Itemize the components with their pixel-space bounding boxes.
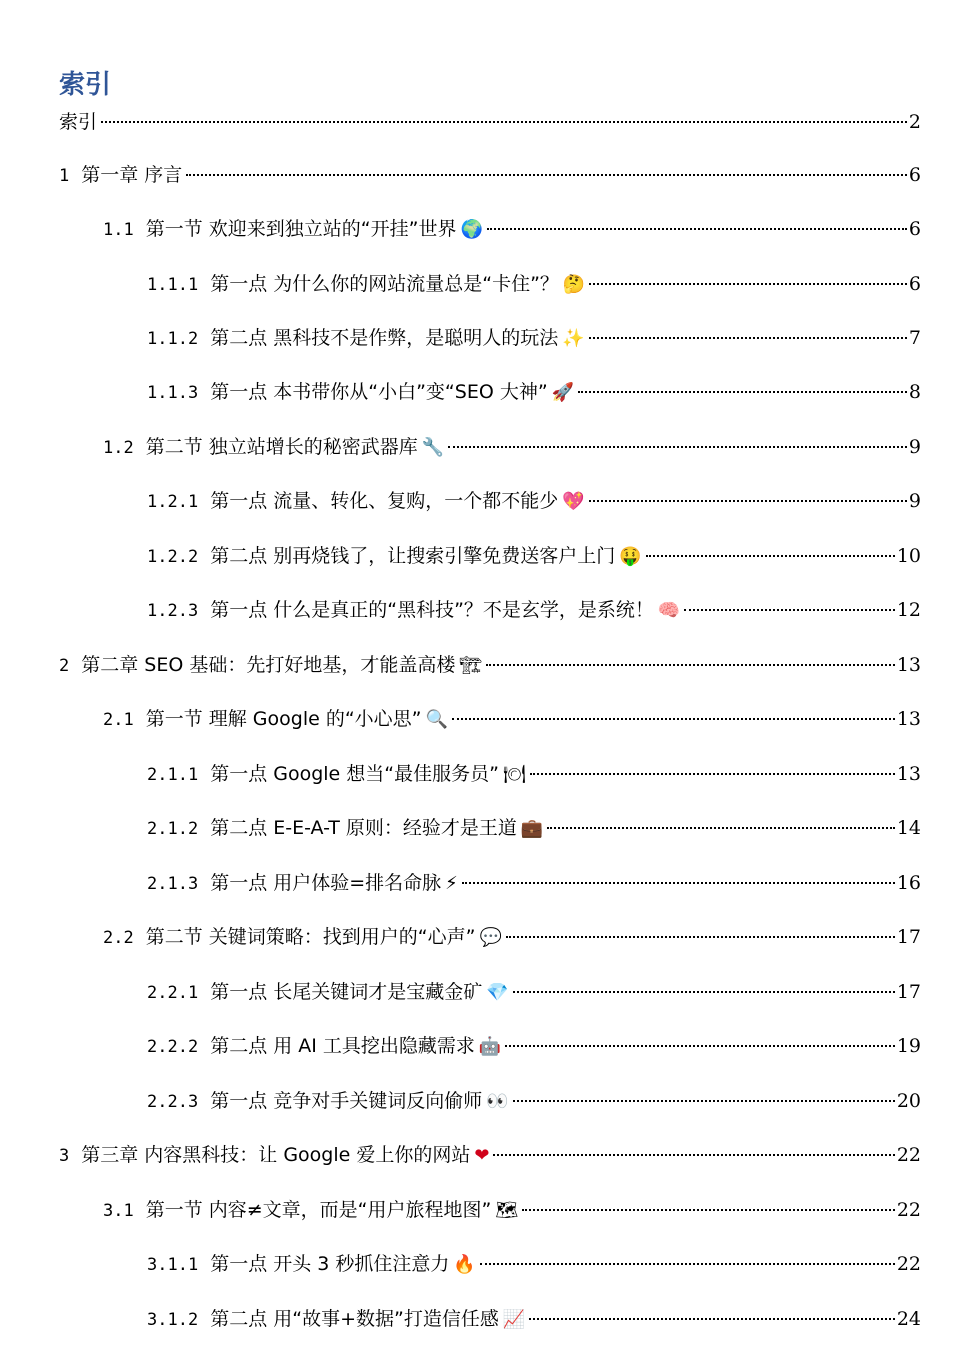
rocket-icon: 🚀: [551, 382, 575, 403]
toc-entry-page: 17: [896, 981, 921, 1003]
toc-entry[interactable]: [103, 923, 921, 951]
toc-entry[interactable]: [59, 1141, 921, 1169]
toc-entry-page: 22: [896, 1144, 921, 1166]
toc-entry-number: 2.1.3: [147, 874, 199, 894]
toc-entry-number: 2: [59, 656, 70, 676]
dot-leader: [529, 1318, 895, 1320]
toc-entry-number: 2.1: [103, 710, 134, 730]
toc-entry-title: 第一点 用户体验=排名命脉: [210, 872, 442, 894]
toc-entry[interactable]: [147, 814, 921, 842]
toc-entry-index[interactable]: [59, 108, 921, 136]
toc-entry-title: 第一点 开头 3 秒抓住注意力: [210, 1253, 450, 1275]
toc-entry-title: 第二点 用 AI 工具挖出隐藏需求: [210, 1035, 475, 1057]
toc-entry[interactable]: [147, 760, 921, 788]
toc-entry[interactable]: [103, 433, 921, 461]
toc-entry-page: 16: [896, 872, 921, 894]
toc-entry-title: 第二点 别再烧钱了，让搜索引擎免费送客户上门: [210, 545, 616, 567]
toc-entry-number: 2.2.1: [147, 983, 199, 1003]
speech-bubble-icon: 💬: [479, 927, 502, 948]
toc-entry-page: 6: [908, 164, 921, 186]
toc-entry[interactable]: [103, 1196, 921, 1224]
toc-entry-page: 19: [896, 1035, 921, 1057]
toc-entry-title: 第二节 关键词策略：找到用户的“心声”: [145, 926, 476, 948]
toc-entry-number: 2.2.2: [147, 1037, 199, 1057]
toc-entry-title: 第一点 为什么你的网站流量总是“卡住”？: [210, 273, 559, 295]
toc-entry[interactable]: [147, 978, 921, 1006]
sparkling-heart-icon: 💖: [562, 491, 585, 512]
toc-entry-page: 8: [908, 381, 921, 403]
toc-entry-number: 1.2: [103, 438, 134, 458]
toc-entry-title: 第一点 本书带你从“小白”变“SEO 大神”: [210, 381, 548, 403]
page-title: 索引: [59, 70, 112, 100]
toc-entry-title: 第一点 什么是真正的“黑科技”？不是玄学，是系统！: [210, 599, 654, 621]
dot-leader: [452, 718, 895, 720]
gem-icon: 💎: [486, 982, 509, 1003]
briefcase-icon: 💼: [520, 818, 544, 839]
toc-entry-page: 6: [908, 273, 921, 295]
lightning-icon: ⚡: [445, 873, 458, 894]
toc-entry[interactable]: [147, 542, 921, 570]
toc-entry-page: 24: [896, 1308, 921, 1330]
toc-entry-number: 1.1: [103, 220, 134, 240]
toc-entry[interactable]: [103, 705, 921, 733]
dot-leader: [589, 283, 907, 285]
brain-icon: 🧠: [657, 600, 681, 621]
toc-entry[interactable]: [147, 1305, 921, 1333]
toc-entry-title: 第一节 理解 Google 的“小心思”: [145, 708, 422, 730]
toc-entry[interactable]: [147, 1250, 921, 1278]
dot-leader: [684, 609, 894, 611]
magnifying-glass-icon: 🔍: [425, 709, 448, 730]
world-map-icon: 🗺: [495, 1200, 519, 1221]
dot-leader: [513, 1100, 895, 1102]
dot-leader: [186, 174, 907, 176]
eyes-icon: 👀: [486, 1091, 509, 1112]
sparkles-icon: ✨: [562, 328, 585, 349]
dot-leader: [522, 1209, 895, 1211]
toc-entry-number: 1.2.3: [147, 601, 199, 621]
toc-entry-number: 2.2.3: [147, 1092, 199, 1112]
toc-entry-number: 3: [59, 1146, 70, 1166]
toc-entry-number: 1.2.1: [147, 492, 199, 512]
toc-entry-number: 3.1.1: [147, 1255, 199, 1275]
toc-entry-number: 1.1.1: [147, 275, 199, 295]
toc-entry-number: 2.1.1: [147, 765, 199, 785]
money-mouth-face-icon: 🤑: [619, 546, 642, 567]
toc-entry-title: 第三章 内容黑科技：让 Google 爱上你的网站: [81, 1144, 471, 1166]
toc-entry-title: 第二点 黑科技不是作弊，是聪明人的玩法: [210, 327, 559, 349]
toc-entry[interactable]: [147, 487, 921, 515]
toc-entry-page: 14: [896, 817, 921, 839]
toc-entry-title: 索引: [59, 111, 98, 133]
toc-entry-page: 22: [896, 1199, 921, 1221]
toc-entry-title: 第二节 独立站增长的秘密武器库: [145, 436, 418, 458]
toc-entry-title: 第二点 E-E-A-T 原则：经验才是王道: [210, 817, 517, 839]
toc-entry-number: 2.1.2: [147, 819, 199, 839]
toc-entry-title: 第一章 序言: [81, 164, 183, 186]
toc-entry-number: 1.1.2: [147, 329, 199, 349]
toc-entry-page: 2: [908, 111, 921, 133]
toc-entry-page: 6: [908, 218, 921, 240]
wrench-icon: 🔧: [421, 437, 445, 458]
robot-icon: 🤖: [478, 1036, 502, 1057]
toc-entry-page: 17: [896, 926, 921, 948]
toc-entry-title: 第一节 内容≠文章，而是“用户旅程地图”: [145, 1199, 492, 1221]
toc-entry-title: 第一节 欢迎来到独立站的“开挂”世界: [145, 218, 457, 240]
toc-entry-number: 3.1.2: [147, 1310, 199, 1330]
toc-entry-page: 13: [896, 654, 921, 676]
toc-entry-page: 7: [908, 327, 921, 349]
toc-entry-page: 22: [896, 1253, 921, 1275]
toc-entry-title: 第二章 SEO 基础：先打好地基，才能盖高楼: [81, 654, 456, 676]
toc-entry-title: 第一点 长尾关键词才是宝藏金矿: [210, 981, 483, 1003]
dot-leader: [487, 228, 907, 230]
toc-entry[interactable]: [103, 215, 921, 243]
toc-entry[interactable]: [59, 651, 921, 679]
toc-entry[interactable]: [147, 324, 921, 352]
fork-knife-plate-icon: 🍽: [502, 764, 526, 785]
toc-entry[interactable]: [147, 1032, 921, 1060]
dot-leader: [462, 882, 895, 884]
toc-entry-number: 1.2.2: [147, 547, 199, 567]
dot-leader: [505, 1045, 894, 1047]
toc-entry-page: 13: [896, 763, 921, 785]
toc-entry-title: 第一点 Google 想当“最佳服务员”: [210, 763, 499, 785]
dot-leader: [646, 555, 895, 557]
toc-entry[interactable]: [147, 378, 921, 406]
toc-entry-page: 13: [896, 708, 921, 730]
toc-entry-number: 2.2: [103, 928, 134, 948]
toc-entry-page: 9: [908, 436, 921, 458]
toc-entry-page: 12: [896, 599, 921, 621]
dot-leader: [101, 121, 907, 123]
toc-entry[interactable]: [147, 869, 921, 897]
dot-leader: [530, 773, 895, 775]
toc-entry-number: 3.1: [103, 1201, 134, 1221]
toc-entry[interactable]: [147, 1087, 921, 1115]
toc-entry-title: 第二点 用“故事+数据”打造信任感: [210, 1308, 499, 1330]
dot-leader: [480, 1263, 895, 1265]
dot-leader: [493, 1154, 894, 1156]
dot-leader: [547, 827, 895, 829]
toc-entry[interactable]: [147, 596, 921, 624]
toc-entry-page: 20: [896, 1090, 921, 1112]
toc-entry[interactable]: [59, 161, 921, 189]
thinking-face-icon: 🤔: [562, 274, 586, 295]
dot-leader: [486, 664, 895, 666]
toc-entry-title: 第一点 流量、转化、复购，一个都不能少: [210, 490, 559, 512]
dot-leader: [513, 991, 895, 993]
chart-increasing-icon: 📈: [502, 1309, 526, 1330]
red-heart-icon: ❤: [474, 1145, 490, 1166]
dot-leader: [448, 446, 907, 448]
toc-entry-title: 第一点 竞争对手关键词反向偷师: [210, 1090, 483, 1112]
toc-entry-page: 10: [896, 545, 921, 567]
toc-entry-number: 1: [59, 166, 70, 186]
dot-leader: [589, 500, 907, 502]
globe-icon: 🌍: [460, 219, 483, 240]
construction-crane-icon: 🏗: [459, 655, 483, 676]
dot-leader: [506, 936, 895, 938]
dot-leader: [578, 391, 907, 393]
toc-entry-page: 9: [908, 490, 921, 512]
toc-entry-number: 1.1.3: [147, 383, 199, 403]
toc-entry[interactable]: [147, 270, 921, 298]
dot-leader: [589, 337, 907, 339]
fire-icon: 🔥: [453, 1254, 476, 1275]
